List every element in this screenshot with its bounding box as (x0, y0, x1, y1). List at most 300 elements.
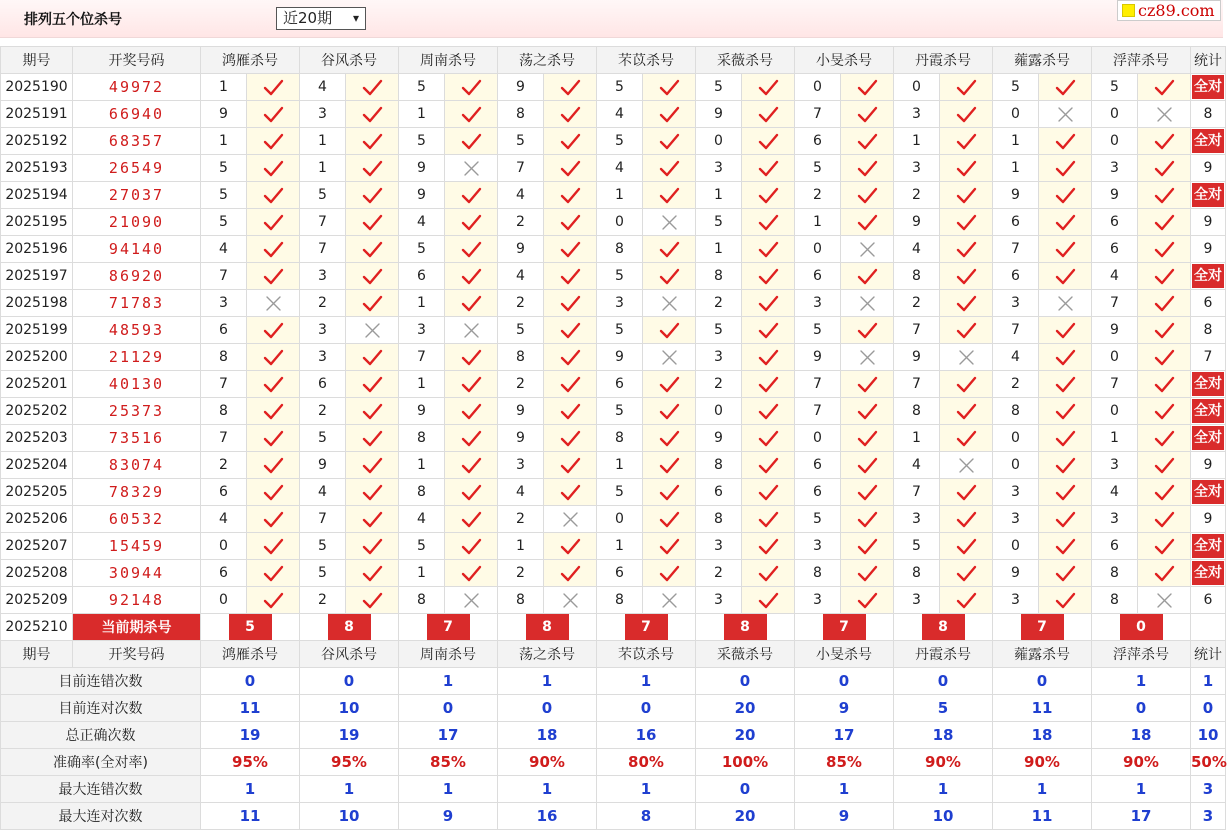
correct-mark-cell (1039, 425, 1092, 452)
check-icon (362, 376, 383, 393)
correct-mark-cell (544, 560, 597, 587)
check-icon (1154, 457, 1175, 474)
kill-digit-cell: 4 (597, 155, 643, 182)
kill-digit-cell: 3 (993, 290, 1039, 317)
stat-cell (1191, 290, 1226, 317)
check-icon (362, 565, 383, 582)
correct-mark-cell (940, 128, 993, 155)
kill-digit-cell: 9 (399, 398, 445, 425)
draw-number-cell: 68357 (73, 128, 201, 155)
kill-digit-cell: 1 (993, 128, 1039, 155)
check-icon (461, 484, 482, 501)
correct-mark-cell (247, 155, 300, 182)
check-icon (1154, 403, 1175, 420)
correct-mark-cell (940, 263, 993, 290)
cross-icon (562, 511, 579, 528)
check-icon (659, 187, 680, 204)
cross-icon (562, 592, 579, 609)
check-icon (1154, 484, 1175, 501)
stats-value: 1 (498, 668, 597, 695)
header-expert: 芣苡杀号 (597, 641, 696, 668)
current-kill-badge: 8 (328, 614, 371, 640)
correct-mark-cell (445, 479, 498, 506)
correct-mark-cell (1138, 506, 1191, 533)
check-icon (1055, 160, 1076, 177)
kill-digit-cell: 0 (1092, 128, 1138, 155)
header-expert: 浮萍杀号 (1092, 47, 1191, 74)
all-correct-badge: 全对 (1192, 426, 1224, 450)
logo-square-icon (1122, 4, 1135, 17)
kill-digit-cell: 3 (201, 290, 247, 317)
period-cell: 2025207 (1, 533, 73, 560)
stats-value: 1 (399, 668, 498, 695)
kill-digit-cell: 3 (498, 452, 544, 479)
kill-digit-cell: 9 (399, 155, 445, 182)
stats-value: 8 (597, 803, 696, 830)
period-range-value: 近20期 (283, 9, 333, 27)
cross-icon (463, 592, 480, 609)
draw-number-cell: 92148 (73, 587, 201, 614)
check-icon (857, 214, 878, 231)
kill-digit-cell: 0 (201, 533, 247, 560)
kill-digit-cell: 1 (498, 533, 544, 560)
check-icon (560, 376, 581, 393)
check-icon (956, 295, 977, 312)
kill-digit-cell: 6 (399, 263, 445, 290)
correct-mark-cell (1138, 128, 1191, 155)
check-icon (263, 457, 284, 474)
kill-digit-cell: 2 (498, 209, 544, 236)
header-expert: 周南杀号 (399, 641, 498, 668)
header-expert: 周南杀号 (399, 47, 498, 74)
all-correct-badge: 全对 (1192, 75, 1224, 99)
check-icon (461, 457, 482, 474)
wrong-mark-cell (445, 155, 498, 182)
check-icon (1154, 160, 1175, 177)
correct-mark-cell (1138, 533, 1191, 560)
current-stat-cell (1191, 614, 1226, 641)
kill-digit-cell: 5 (795, 155, 841, 182)
check-icon (659, 160, 680, 177)
kill-digit-cell: 2 (795, 182, 841, 209)
kill-digit-cell: 6 (597, 371, 643, 398)
stats-value: 20 (696, 722, 795, 749)
stats-total-value: 3 (1191, 776, 1226, 803)
check-icon (263, 349, 284, 366)
logo-text: cz89.com (1138, 1, 1215, 20)
correct-mark-cell (544, 182, 597, 209)
check-icon (1055, 457, 1076, 474)
draw-number-cell: 94140 (73, 236, 201, 263)
correct-mark-cell (1138, 263, 1191, 290)
correct-mark-cell (346, 452, 399, 479)
kill-digit-cell: 2 (498, 371, 544, 398)
check-icon (857, 484, 878, 501)
kill-digit-cell: 3 (795, 533, 841, 560)
correct-mark-cell (445, 533, 498, 560)
correct-mark-cell (1039, 263, 1092, 290)
cross-icon (1156, 106, 1173, 123)
correct-mark-cell (1039, 155, 1092, 182)
draw-number-cell: 83074 (73, 452, 201, 479)
period-cell: 2025209 (1, 587, 73, 614)
correct-mark-cell (841, 182, 894, 209)
check-icon (1055, 214, 1076, 231)
draw-number-cell: 40130 (73, 371, 201, 398)
check-icon (1154, 295, 1175, 312)
kill-digit-cell: 5 (498, 317, 544, 344)
check-icon (560, 133, 581, 150)
correct-mark-cell (940, 101, 993, 128)
check-icon (560, 295, 581, 312)
correct-mark-cell (1138, 398, 1191, 425)
check-icon (362, 214, 383, 231)
correct-mark-cell (940, 533, 993, 560)
check-icon (1055, 592, 1076, 609)
header-expert: 鸿雁杀号 (201, 47, 300, 74)
period-cell: 2025202 (1, 398, 73, 425)
check-icon (758, 592, 779, 609)
correct-mark-cell (841, 371, 894, 398)
stats-value: 19 (300, 722, 399, 749)
correct-mark-cell (1039, 209, 1092, 236)
check-icon (1055, 133, 1076, 150)
check-icon (560, 106, 581, 123)
stat-cell (1191, 506, 1226, 533)
correct-mark-cell (247, 560, 300, 587)
header-expert: 谷风杀号 (300, 641, 399, 668)
kill-digit-cell: 4 (300, 479, 346, 506)
all-correct-badge: 全对 (1192, 129, 1224, 153)
stat-count: 9 (1203, 214, 1213, 230)
check-icon (461, 511, 482, 528)
correct-mark-cell (544, 533, 597, 560)
stats-value: 9 (399, 803, 498, 830)
correct-mark-cell (643, 452, 696, 479)
check-icon (263, 160, 284, 177)
chevron-down-icon: ▾ (352, 11, 359, 25)
kill-digit-cell: 5 (795, 506, 841, 533)
current-kill-cell (993, 614, 1092, 641)
kill-digit-cell: 8 (597, 587, 643, 614)
check-icon (1055, 403, 1076, 420)
check-icon (956, 484, 977, 501)
kill-digit-cell: 3 (795, 587, 841, 614)
correct-mark-cell (544, 263, 597, 290)
check-icon (263, 79, 284, 96)
table-row (1, 74, 1226, 101)
table-row (1, 290, 1226, 317)
correct-mark-cell (940, 317, 993, 344)
kill-digit-cell: 5 (795, 317, 841, 344)
kill-digit-cell: 6 (1092, 533, 1138, 560)
current-kill-badge: 0 (1120, 614, 1163, 640)
kill-digit-cell: 1 (201, 128, 247, 155)
header-expert: 鸿雁杀号 (201, 641, 300, 668)
check-icon (362, 592, 383, 609)
current-kill-badge: 5 (229, 614, 272, 640)
check-icon (956, 214, 977, 231)
correct-mark-cell (1138, 452, 1191, 479)
correct-mark-cell (940, 371, 993, 398)
correct-mark-cell (445, 425, 498, 452)
correct-mark-cell (247, 506, 300, 533)
period-range-select[interactable] (276, 7, 366, 30)
period-cell: 2025205 (1, 479, 73, 506)
check-icon (461, 106, 482, 123)
correct-mark-cell (1138, 155, 1191, 182)
cross-icon (1156, 592, 1173, 609)
stats-value: 16 (498, 803, 597, 830)
table-row (1, 425, 1226, 452)
all-correct-badge: 全对 (1192, 399, 1224, 423)
kill-digit-cell: 3 (399, 317, 445, 344)
kill-digit-cell: 9 (696, 101, 742, 128)
draw-number-cell: 71783 (73, 290, 201, 317)
correct-mark-cell (841, 155, 894, 182)
correct-mark-cell (742, 209, 795, 236)
stats-value: 0 (201, 668, 300, 695)
check-icon (263, 241, 284, 258)
correct-mark-cell (445, 344, 498, 371)
stat-cell (1191, 452, 1226, 479)
correct-mark-cell (841, 209, 894, 236)
check-icon (956, 565, 977, 582)
kill-digit-cell: 4 (498, 263, 544, 290)
correct-mark-cell (1039, 182, 1092, 209)
correct-mark-cell (643, 371, 696, 398)
correct-mark-cell (445, 263, 498, 290)
stat-cell (1191, 155, 1226, 182)
kill-digit-cell: 1 (993, 155, 1039, 182)
cross-icon (661, 349, 678, 366)
correct-mark-cell (643, 560, 696, 587)
check-icon (461, 268, 482, 285)
stats-value: 1 (795, 776, 894, 803)
stats-row (1, 668, 1226, 695)
kill-digit-cell: 1 (795, 209, 841, 236)
period-cell: 2025191 (1, 101, 73, 128)
kill-digit-cell: 8 (894, 398, 940, 425)
period-cell: 2025195 (1, 209, 73, 236)
stats-value: 1 (498, 776, 597, 803)
stat-cell (1191, 317, 1226, 344)
check-icon (758, 241, 779, 258)
check-icon (956, 592, 977, 609)
correct-mark-cell (1039, 317, 1092, 344)
kill-digit-cell: 5 (201, 182, 247, 209)
correct-mark-cell (742, 74, 795, 101)
kill-digit-cell: 0 (696, 128, 742, 155)
cross-icon (859, 295, 876, 312)
kill-digit-cell: 0 (993, 533, 1039, 560)
kill-digit-cell: 8 (993, 398, 1039, 425)
check-icon (758, 214, 779, 231)
stats-value: 1 (894, 776, 993, 803)
check-icon (857, 376, 878, 393)
kill-digit-cell: 4 (498, 479, 544, 506)
kill-digit-cell: 5 (399, 74, 445, 101)
correct-mark-cell (643, 101, 696, 128)
stat-cell (1191, 479, 1226, 506)
check-icon (263, 430, 284, 447)
kill-digit-cell: 3 (696, 155, 742, 182)
check-icon (857, 430, 878, 447)
correct-mark-cell (643, 317, 696, 344)
check-icon (1154, 565, 1175, 582)
kill-digit-cell: 3 (300, 317, 346, 344)
correct-mark-cell (742, 452, 795, 479)
kill-digit-cell: 9 (498, 425, 544, 452)
draw-number-cell: 48593 (73, 317, 201, 344)
kill-digit-cell: 7 (300, 236, 346, 263)
correct-mark-cell (445, 290, 498, 317)
all-correct-badge: 全对 (1192, 534, 1224, 558)
wrong-mark-cell (643, 587, 696, 614)
correct-mark-cell (247, 344, 300, 371)
kill-digit-cell: 8 (597, 236, 643, 263)
stats-value: 0 (894, 668, 993, 695)
site-logo[interactable] (1117, 0, 1221, 21)
check-icon (1055, 484, 1076, 501)
stat-cell (1191, 101, 1226, 128)
kill-digit-cell: 7 (894, 479, 940, 506)
kill-digit-cell: 8 (795, 560, 841, 587)
stat-cell (1191, 128, 1226, 155)
check-icon (857, 538, 878, 555)
check-icon (1055, 187, 1076, 204)
check-icon (857, 187, 878, 204)
kill-digit-cell: 1 (300, 128, 346, 155)
kill-digit-cell: 7 (795, 371, 841, 398)
check-icon (659, 79, 680, 96)
correct-mark-cell (445, 128, 498, 155)
kill-digit-cell: 7 (300, 506, 346, 533)
stats-label: 最大连错次数 (1, 776, 201, 803)
table-row (1, 506, 1226, 533)
kill-digit-cell: 8 (894, 560, 940, 587)
check-icon (659, 268, 680, 285)
correct-mark-cell (1039, 74, 1092, 101)
current-kill-cell (894, 614, 993, 641)
kill-digit-cell: 3 (696, 533, 742, 560)
stat-cell (1191, 398, 1226, 425)
kill-digit-cell: 9 (498, 236, 544, 263)
period-cell: 2025193 (1, 155, 73, 182)
current-kill-badge: 8 (526, 614, 569, 640)
correct-mark-cell (841, 533, 894, 560)
check-icon (560, 160, 581, 177)
stats-row (1, 722, 1226, 749)
correct-mark-cell (1039, 560, 1092, 587)
table-row (1, 560, 1226, 587)
kill-digit-cell: 8 (498, 587, 544, 614)
check-icon (758, 187, 779, 204)
stats-label: 最大连对次数 (1, 803, 201, 830)
kill-digit-cell: 0 (1092, 344, 1138, 371)
correct-mark-cell (445, 101, 498, 128)
kill-digit-cell: 4 (894, 236, 940, 263)
kill-digit-cell: 5 (597, 479, 643, 506)
correct-mark-cell (544, 479, 597, 506)
cross-icon (1057, 295, 1074, 312)
kill-digit-cell: 1 (696, 182, 742, 209)
correct-mark-cell (346, 587, 399, 614)
check-icon (758, 538, 779, 555)
table-row (1, 587, 1226, 614)
period-cell: 2025204 (1, 452, 73, 479)
stats-value: 90% (993, 749, 1092, 776)
kill-digit-cell: 7 (894, 371, 940, 398)
kill-digit-cell: 7 (201, 263, 247, 290)
check-icon (362, 79, 383, 96)
period-cell: 2025192 (1, 128, 73, 155)
kill-digit-cell: 2 (498, 560, 544, 587)
check-icon (263, 403, 284, 420)
header-expert: 丹霞杀号 (894, 47, 993, 74)
correct-mark-cell (346, 209, 399, 236)
check-icon (461, 241, 482, 258)
correct-mark-cell (643, 479, 696, 506)
correct-mark-cell (643, 155, 696, 182)
check-icon (659, 403, 680, 420)
check-icon (1055, 241, 1076, 258)
kill-digit-cell: 1 (300, 155, 346, 182)
correct-mark-cell (1138, 479, 1191, 506)
kill-digit-cell: 0 (993, 425, 1039, 452)
kill-digit-cell: 5 (300, 425, 346, 452)
correct-mark-cell (940, 398, 993, 425)
stats-value: 0 (696, 668, 795, 695)
correct-mark-cell (643, 236, 696, 263)
wrong-mark-cell (1138, 587, 1191, 614)
check-icon (263, 106, 284, 123)
stat-cell (1191, 209, 1226, 236)
draw-number-cell: 25373 (73, 398, 201, 425)
stats-value: 0 (597, 695, 696, 722)
stats-total-value: 3 (1191, 803, 1226, 830)
check-icon (659, 106, 680, 123)
current-kill-badge: 7 (427, 614, 470, 640)
kill-digit-cell: 7 (993, 317, 1039, 344)
check-icon (758, 106, 779, 123)
table-row (1, 101, 1226, 128)
check-icon (857, 160, 878, 177)
current-kill-badge: 8 (724, 614, 767, 640)
check-icon (560, 187, 581, 204)
check-icon (461, 187, 482, 204)
wrong-mark-cell (841, 344, 894, 371)
correct-mark-cell (1138, 74, 1191, 101)
kill-digit-cell: 6 (993, 263, 1039, 290)
table-row (1, 371, 1226, 398)
kill-digit-cell: 5 (399, 236, 445, 263)
kill-digit-cell: 6 (795, 452, 841, 479)
kill-digit-cell: 2 (300, 587, 346, 614)
stat-cell (1191, 587, 1226, 614)
kill-digit-cell: 5 (498, 128, 544, 155)
stats-value: 0 (1092, 695, 1191, 722)
correct-mark-cell (940, 74, 993, 101)
stats-value: 18 (894, 722, 993, 749)
wrong-mark-cell (643, 209, 696, 236)
check-icon (857, 592, 878, 609)
stat-count: 9 (1203, 241, 1213, 257)
check-icon (659, 538, 680, 555)
table-row (1, 155, 1226, 182)
table-row (1, 128, 1226, 155)
current-kill-cell (399, 614, 498, 641)
